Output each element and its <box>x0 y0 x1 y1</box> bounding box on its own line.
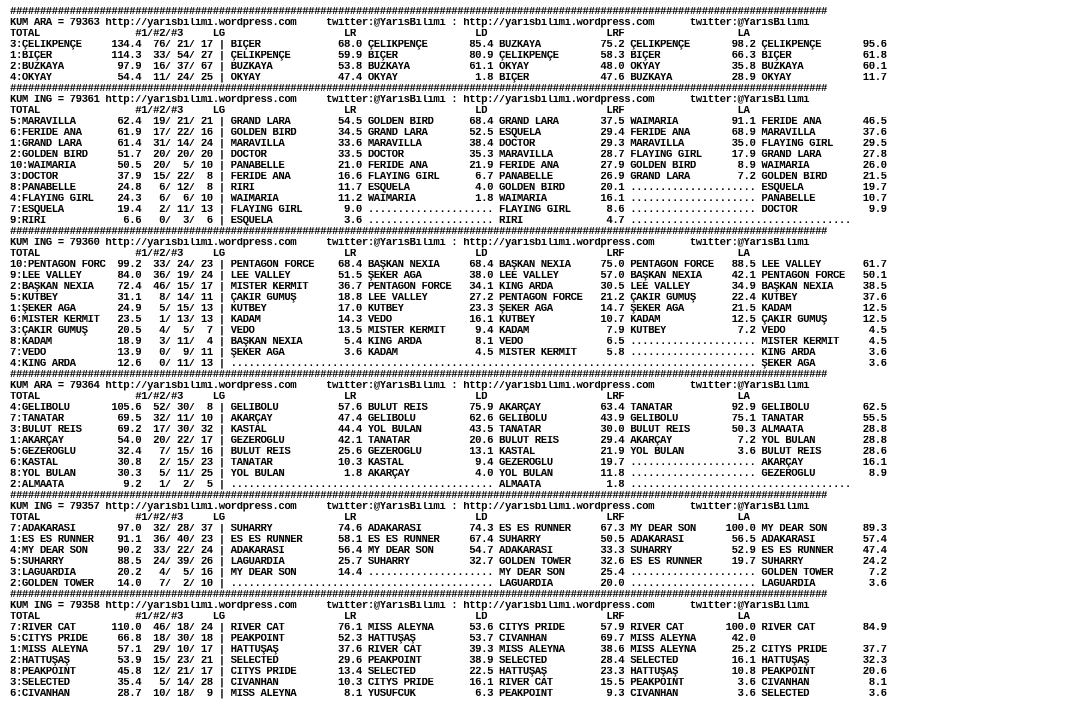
table-row: 7:TANATAR 69.5 32/ 11/ 10 | AKARÇAY 47.4 GELİBOLU 62.6 GELİBOLU 43.9 GELİBOLU 75.1 TANATAR 55.5 <box>10 414 887 425</box>
table-row: 8:YOL BULAN 30.3 5/ 11/ 25 | YOL BULAN 1.8 AKARÇAY 4.0 YOL BULAN 11.8 ..................... GEZEROĞLU 8.9 <box>10 469 887 480</box>
table-row: 8:PEAKPOINT 45.8 12/ 21/ 17 | CITYS PRIDE 13.4 SELECTED 22.5 HATTUŞAŞ 23.3 HATTUŞAŞ 10.8 PEAKPOINT 20.6 <box>10 667 887 678</box>
race-header-line: KUM ING = 79357 http://yarisbilimi.wordpress.com twitter:@YarisBilimi : http://yarisbilimi.wordpress.com twitter:@YarisBilimi <box>10 502 810 513</box>
table-row: 3:SELECTED 35.4 5/ 14/ 28 | CIVANHAN 10.3 CITYS PRIDE 16.1 RIVER CAT 15.5 PEAKPOINT 3.6 CIVANHAN 8.1 <box>10 678 887 689</box>
table-row: 3:DOCTOR 37.9 15/ 22/ 8 | FERİDE ANA 16.6 FLAYING GIRL 6.7 PANABELLE 26.9 GRAND LARA 7.2 GOLDEN BIRD 21.5 <box>10 172 887 183</box>
table-row: 2:GOLDEN BIRD 51.7 20/ 20/ 20 | DOCTOR 33.5 DOCTOR 35.3 MARAVILLA 28.7 FLAYING GIRL 17.9 GRAND LARA 27.8 <box>10 150 887 161</box>
section-separator: ######################################################################################################################################### <box>10 227 828 238</box>
section-separator: ######################################################################################################################################### <box>10 7 828 18</box>
race-header-line: KUM ING = 79358 http://yarisbilimi.wordpress.com twitter:@YarisBilimi : http://yarisbilimi.wordpress.com twitter:@YarisBilimi <box>10 601 810 612</box>
table-row: 4:GELİBOLU 105.6 52/ 30/ 8 | GELİBOLU 57.6 BULUT REİS 75.9 AKARÇAY 63.4 TANATAR 92.9 GELİBOLU 62.5 <box>10 403 887 414</box>
table-row: 8:KADAM 18.9 3/ 11/ 4 | BAŞKAN NEXIA 5.4 KING ARDA 8.1 VEDO 6.5 ..................... MISTER KERMİT 4.5 <box>10 337 887 348</box>
table-row: 5:MARAVILLA 62.4 19/ 21/ 21 | GRAND LARA 54.5 GOLDEN BIRD 68.4 GRAND LARA 37.5 WAIMARIA 91.1 FERİDE ANA 46.5 <box>10 117 887 128</box>
race-header-line: KUM ING = 79361 http://yarisbilimi.wordpress.com twitter:@YarisBilimi : http://yarisbilimi.wordpress.com twitter:@YarisBilimi <box>10 95 810 106</box>
table-row: 8:PANABELLE 24.8 6/ 12/ 8 | RIRI 11.7 ESQUELA 4.0 GOLDEN BIRD 20.1 ..................... ESQUELA 19.7 <box>10 183 887 194</box>
race-header-line: KUM ING = 79360 http://yarisbilimi.wordpress.com twitter:@YarisBilimi : http://yarisbilimi.wordpress.com twitter:@YarisBilimi <box>10 238 810 249</box>
table-row: 7:ESQUELA 19.4 2/ 11/ 13 | FLAYING GIRL 9.0 ..................... FLAYING GIRL 8.6 ..................... DOCTOR 9.9 <box>10 205 887 216</box>
table-row: 7:RIVER CAT 110.0 46/ 18/ 24 | RIVER CAT 76.1 MISS ALEYNA 53.6 CITYS PRIDE 57.9 RIVER CAT 100.0 RIVER CAT 84.9 <box>10 623 887 634</box>
table-row: 3:ÇELİKPENÇE 134.4 76/ 21/ 17 | BIÇER 68.0 ÇELİKPENÇE 85.4 BUZKAYA 75.2 ÇELİKPENÇE 98.2 ÇELİKPENÇE 95.6 <box>10 40 887 51</box>
table-row: 1:GRAND LARA 61.4 31/ 14/ 24 | MARAVILLA 33.6 MARAVILLA 38.4 DOCTOR 29.3 MARAVILLA 35.0 FLAYING GIRL 29.5 <box>10 139 887 150</box>
column-header-line: TOTAL #1/#2/#3 LG LR LD LRF LA <box>10 612 750 623</box>
table-row: 2:GOLDEN TOWER 14.0 7/ 2/ 10 | ............................................ LAGUARDIA 20.0 ..................... LAGUARDIA 3.6 <box>10 579 887 590</box>
column-header-line: TOTAL #1/#2/#3 LG LR LD LRF LA <box>10 29 750 40</box>
section-separator: ######################################################################################################################################### <box>10 491 828 502</box>
table-row: 10:PENTAGON FORC 99.2 33/ 24/ 23 | PENTAGON FORCE 68.4 BAŞKAN NEXIA 68.4 BAŞKAN NEXIA 75.0 PENTAGON FORCE 88.5 LEE VALLEY 61.7 <box>10 260 887 271</box>
table-row: 4:KING ARDA 12.6 0/ 11/ 13 | ........................................................................................ ŞEKER AĞA 3.6 <box>10 359 887 370</box>
table-row: 5:SUHARRY 88.5 24/ 39/ 26 | LAGUARDIA 25.7 SUHARRY 32.7 GOLDEN TOWER 32.6 ES ES RUNNER 19.7 SUHARRY 24.2 <box>10 557 887 568</box>
table-row: 4:FLAYING GIRL 24.3 6/ 6/ 10 | WAIMARIA 11.2 WAIMARIA 1.8 WAIMARIA 16.1 ..................... PANABELLE 10.7 <box>10 194 887 205</box>
table-row: 1:BIÇER 114.3 33/ 54/ 27 | ÇELİKPENÇE 59.9 BIÇER 80.9 ÇELİKPENÇE 58.3 BIÇER 66.3 BIÇER 61.8 <box>10 51 887 62</box>
table-row: 6:FERİDE ANA 61.9 17/ 22/ 16 | GOLDEN BIRD 34.5 GRAND LARA 52.5 ESQUELA 29.4 FERİDE ANA 68.9 MARAVILLA 37.6 <box>10 128 887 139</box>
race-header-line: KUM ARA = 79364 http://yarisbilimi.wordpress.com twitter:@YarisBilimi : http://yarisbilimi.wordpress.com twitter:@YarisBilimi <box>10 381 810 392</box>
table-row: 3:ÇAKIR GÜMÜŞ 20.5 4/ 5/ 7 | VEDO 13.5 MISTER KERMİT 9.4 KADAM 7.9 KUTBEY 7.2 VEDO 4.5 <box>10 326 887 337</box>
table-row: 3:BULUT REİS 69.2 17/ 30/ 32 | KASTAL 44.4 YOL BULAN 43.5 TANATAR 30.0 BULUT REİS 50.3 ALMAATA 28.8 <box>10 425 887 436</box>
table-row: 4:MY DEAR SON 90.2 33/ 22/ 24 | ADAKARASI 56.4 MY DEAR SON 54.7 ADAKARASI 33.3 SUHARRY 52.9 ES ES RUNNER 47.4 <box>10 546 887 557</box>
table-row: 1:ŞEKER AĞA 24.9 5/ 15/ 13 | KUTBEY 17.0 KUTBEY 23.3 ŞEKER AĞA 14.7 ŞEKER AĞA 21.5 KADAM 12.5 <box>10 304 887 315</box>
table-row: 6:CIVANHAN 28.7 10/ 18/ 9 | MISS ALEYNA 8.1 YUSUFCUK 6.3 PEAKPOINT 9.3 CIVANHAN 3.6 SELECTED 3.6 <box>10 689 887 700</box>
table-row: 7:ADAKARASI 97.0 32/ 28/ 37 | SUHARRY 74.6 ADAKARASI 74.3 ES ES RUNNER 67.3 MY DEAR SON 100.0 MY DEAR SON 89.3 <box>10 524 887 535</box>
column-header-line: TOTAL #1/#2/#3 LG LR LD LRF LA <box>10 106 750 117</box>
table-row: 1:MISS ALEYNA 57.1 29/ 10/ 17 | HATTUŞAŞ 37.6 RIVER CAT 39.3 MISS ALEYNA 38.6 MISS ALEYNA 25.2 CITYS PRIDE 37.7 <box>10 645 887 656</box>
table-row: 10:WAIMARIA 50.5 20/ 5/ 10 | PANABELLE 21.0 FERİDE ANA 21.9 FERİDE ANA 27.9 GOLDEN BIRD 8.9 WAIMARIA 26.0 <box>10 161 887 172</box>
table-row: 1:ES ES RUNNER 91.1 36/ 40/ 23 | ES ES RUNNER 58.1 ES ES RUNNER 67.4 SUHARRY 50.5 ADAKARASI 56.5 ADAKARASI 57.4 <box>10 535 887 546</box>
column-header-line: TOTAL #1/#2/#3 LG LR LD LRF LA <box>10 513 750 524</box>
table-row: 4:OKYAY 54.4 11/ 24/ 25 | OKYAY 47.4 OKYAY 1.8 BIÇER 47.6 BUZKAYA 28.9 OKYAY 11.7 <box>10 73 887 84</box>
race-header-line: KUM ARA = 79363 http://yarisbilimi.wordpress.com twitter:@YarisBilimi : http://yarisbilimi.wordpress.com twitter:@YarisBilimi <box>10 18 810 29</box>
section-separator: ######################################################################################################################################### <box>10 370 828 381</box>
table-row: 6:MISTER KERMİT 23.5 1/ 13/ 13 | KADAM 14.3 VEDO 16.1 KUTBEY 10.7 KADAM 12.5 ÇAKIR GÜMÜŞ 12.5 <box>10 315 887 326</box>
table-row: 5:GEZEROĞLU 32.4 7/ 15/ 16 | BULUT REİS 25.6 GEZEROĞLU 13.1 KASTAL 21.9 YOL BULAN 3.6 BULUT REİS 28.6 <box>10 447 887 458</box>
column-header-line: TOTAL #1/#2/#3 LG LR LD LRF LA <box>10 249 750 260</box>
table-row: 7:VEDO 13.9 0/ 9/ 11 | ŞEKER AĞA 3.6 KADAM 4.5 MISTER KERMİT 5.8 ..................... KING ARDA 3.6 <box>10 348 887 359</box>
table-row: 9:LEE VALLEY 84.0 36/ 19/ 24 | LEE VALLEY 51.5 ŞEKER AĞA 38.0 LEE VALLEY 57.0 BAŞKAN NEXIA 42.1 PENTAGON FORCE 50.1 <box>10 271 887 282</box>
table-row: 2:BAŞKAN NEXIA 72.4 46/ 15/ 17 | MISTER KERMİT 36.7 PENTAGON FORCE 34.1 KING ARDA 30.5 LEE VALLEY 34.9 BAŞKAN NEXIA 38.5 <box>10 282 887 293</box>
table-row: 1:AKARÇAY 54.0 20/ 22/ 17 | GEZEROĞLU 42.1 TANATAR 20.6 BULUT REİS 29.4 AKARÇAY 7.2 YOL BULAN 28.8 <box>10 436 887 447</box>
table-row: 2:ALMAATA 9.2 1/ 2/ 5 | ............................................ ALMAATA 1.8 ..................................... <box>10 480 851 491</box>
table-row: 5:KUTBEY 31.1 8/ 14/ 11 | ÇAKIR GÜMÜŞ 18.8 LEE VALLEY 27.2 PENTAGON FORCE 21.2 ÇAKIR GÜMÜŞ 22.4 KUTBEY 37.6 <box>10 293 887 304</box>
table-row: 2:HATTUŞAŞ 53.9 15/ 23/ 21 | SELECTED 29.6 PEAKPOINT 38.9 SELECTED 28.4 SELECTED 16.1 HATTUŞAŞ 32.3 <box>10 656 887 667</box>
table-row: 5:CITYS PRIDE 66.8 18/ 30/ 18 | PEAKPOINT 52.3 HATTUŞAŞ 53.7 CIVANHAN 69.7 MISS ALEYNA 42.0 <box>10 634 756 645</box>
section-separator: ######################################################################################################################################### <box>10 84 828 95</box>
section-separator: ######################################################################################################################################### <box>10 590 828 601</box>
race-stats-document <box>10 7 1070 700</box>
table-row: 2:BUZKAYA 97.9 16/ 37/ 67 | BUZKAYA 53.8 BUZKAYA 61.1 OKYAY 48.0 OKYAY 35.8 BUZKAYA 60.1 <box>10 62 887 73</box>
column-header-line: TOTAL #1/#2/#3 LG LR LD LRF LA <box>10 392 750 403</box>
table-row: 6:KASTAL 30.8 2/ 15/ 23 | TANATAR 10.3 KASTAL 9.4 GEZEROĞLU 19.7 ..................... AKARÇAY 16.1 <box>10 458 887 469</box>
table-row: 3:LAGUARDIA 20.2 4/ 5/ 16 | MY DEAR SON 14.4 ..................... MY DEAR SON 25.4 ..................... GOLDEN TOWER 7.2 <box>10 568 887 579</box>
table-row: 9:RIRI 6.6 0/ 3/ 6 | ESQUELA 3.6 ..................... RIRI 4.7 ..................................... <box>10 216 851 227</box>
